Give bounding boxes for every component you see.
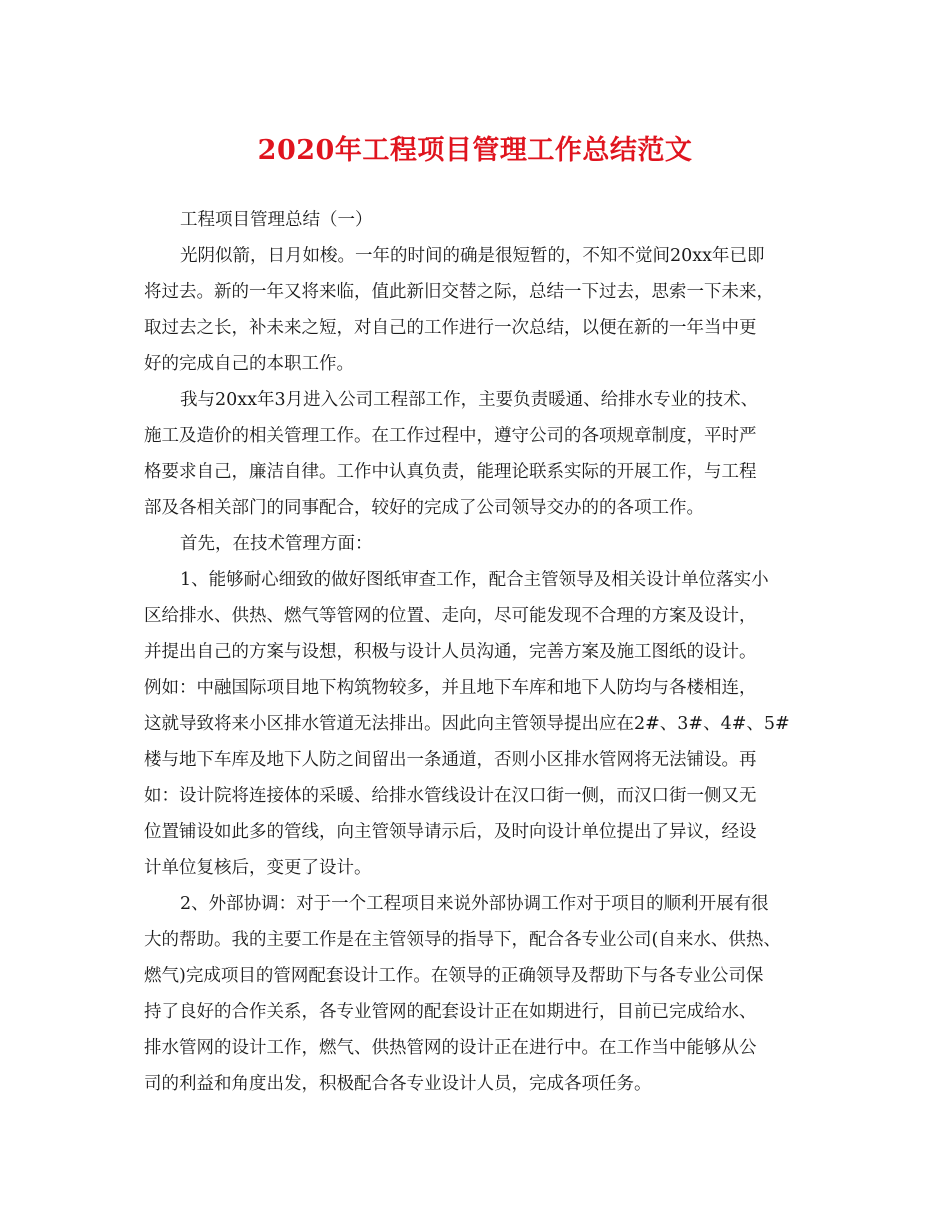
paragraph-line: 取过去之长，补未来之短，对自己的工作进行一次总结，以便在新的一年当中更 (144, 318, 757, 338)
paragraph-line: 燃气)完成项目的管网配套设计工作。在领导的正确领导及帮助下与各专业公司保 (144, 966, 764, 986)
paragraph-line: 施工及造价的相关管理工作。在工作过程中，遵守公司的各项规章制度，平时严 (144, 426, 757, 446)
paragraph-line: 将过去。新的一年又将来临，值此新旧交替之际，总结一下过去，思索一下未来， (144, 282, 774, 302)
paragraph-line: 2、外部协调：对于一个工程项目来说外部协调工作对于项目的顺利开展有很 (180, 894, 769, 914)
paragraph-line: 好的完成自己的本职工作。 (144, 354, 354, 374)
paragraph-line: 部及各相关部门的同事配合，较好的完成了公司领导交办的的各项工作。 (144, 498, 704, 518)
paragraph-line: 区给排水、供热、燃气等管网的位置、走向，尽可能发现不合理的方案及设计， (144, 606, 757, 626)
paragraph-line: 位置铺设如此多的管线，向主管领导请示后，及时向设计单位提出了异议，经设 (144, 822, 757, 842)
paragraph-line: 大的帮助。我的主要工作是在主管领导的指导下，配合各专业公司(自来水、供热、 (144, 930, 781, 950)
paragraph-line: 楼与地下车库及地下人防之间留出一条通道，否则小区排水管网将无法铺设。再 (144, 750, 757, 770)
paragraph-line: 1、能够耐心细致的做好图纸审查工作，配合主管领导及相关设计单位落实小 (180, 570, 769, 590)
paragraph-line: 如：设计院将连接体的采暖、给排水管线设计在汉口街一侧，而汉口街一侧又无 (144, 786, 757, 806)
paragraph-line: 持了良好的合作关系，各专业管网的配套设计正在如期进行，目前已完成给水、 (144, 1002, 757, 1022)
paragraph-line: 首先，在技术管理方面： (180, 534, 373, 554)
document-title: 2020年工程项目管理工作总结范文 (257, 135, 693, 166)
paragraph-line: 司的利益和角度出发，积极配合各专业设计人员，完成各项任务。 (144, 1074, 652, 1094)
paragraph-line: 我与20xx年3月进入公司工程部工作，主要负责暖通、给排水专业的技术、 (180, 390, 759, 410)
paragraph-line: 格要求自己，廉洁自律。工作中认真负责，能理论联系实际的开展工作，与工程 (144, 462, 757, 482)
paragraph-line: 这就导致将来小区排水管道无法排出。因此向主管领导提出应在2#、3#、4#、5# (144, 714, 790, 734)
paragraph-line: 例如：中融国际项目地下构筑物较多，并且地下车库和地下人防均与各楼相连， (144, 678, 757, 698)
section-heading: 工程项目管理总结（一） (180, 210, 373, 230)
paragraph-line: 排水管网的设计工作，燃气、供热管网的设计正在进行中。在工作当中能够从公 (144, 1038, 757, 1058)
paragraph-line: 计单位复核后，变更了设计。 (144, 858, 372, 878)
paragraph-line: 并提出自己的方案与设想，积极与设计人员沟通，完善方案及施工图纸的设计。 (144, 642, 757, 662)
paragraph-line: 光阴似箭，日月如梭。一年的时间的确是很短暂的，不知不觉间20xx年已即 (180, 246, 765, 266)
